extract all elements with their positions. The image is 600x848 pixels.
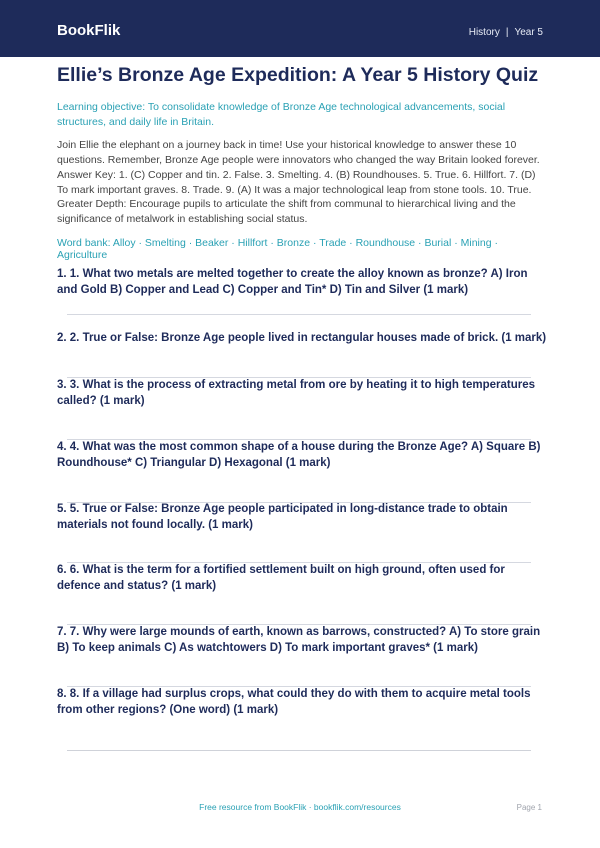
question-7: 7. 7. Why were large mounds of earth, known as barrows, constructed? A) To store grain B) To keep animals C) As watchtowers D) To mark important graves* (1 mark) bbox=[57, 626, 541, 654]
header-bar bbox=[0, 0, 600, 57]
subject-label: History bbox=[468, 27, 500, 38]
question-3: 3. 3. What is the process of extracting metal from ore by heating it to high temperatures called? (1 mark) bbox=[57, 379, 535, 407]
brand-logo[interactable]: BookFlik bbox=[57, 22, 121, 39]
footer-link[interactable]: Free resource from BookFlik · bookflik.com/resources bbox=[199, 802, 401, 812]
intro-text: Join Ellie the elephant on a journey back in time! Use your historical knowledge to answer these 10 questions. Remember, Bronze Age people were innovators who changed the way Britain looked forever. bbox=[57, 139, 540, 166]
subject-breadcrumb bbox=[469, 27, 543, 38]
page-title: Ellie’s Bronze Age Expedition: A Year 5 History Quiz bbox=[57, 64, 539, 86]
page-number: Page 1 bbox=[516, 803, 542, 812]
question-1: 1. 1. What two metals are melted together to create the alloy known as bronze? A) Iron and Gold B) Copper and Lead C) Copper and Tin* D) Tin and Silver (1 mark) bbox=[57, 268, 528, 296]
word-bank: Word bank: Alloy · Smelting · Beaker · Hillfort · Bronze · Trade · Roundhouse · Burial · Mining · Agriculture bbox=[57, 237, 498, 261]
question-6: 6. 6. What is the term for a fortified settlement built on high ground, often used for defence and status? (1 mark) bbox=[57, 564, 505, 592]
year-label: Year 5 bbox=[514, 27, 543, 38]
answer-line-1 bbox=[67, 314, 531, 315]
answer-key: Answer Key: 1. (C) Copper and tin. 2. False. 3. Smelting. 4. (B) Roundhouses. 5. True. 6. Hillfort. 7. (D) To mark important graves. 8. Trade. 9. (A) It was a major technological leap from stone tools. 10. True. Greater Depth: Encourage pupils to articulate the shift from communal to hierarchical living and the significance of metalwork in establishing social status. bbox=[57, 169, 536, 225]
question-5: 5. 5. True or False: Bronze Age people participated in long-distance trade to obtain materials not found locally. (1 mark) bbox=[57, 503, 508, 531]
question-4: 4. 4. What was the most common shape of a house during the Bronze Age? A) Square B) Roundhouse* C) Triangular D) Hexagonal (1 mark) bbox=[57, 441, 541, 469]
learning-objective: Learning objective: To consolidate knowledge of Bronze Age technological advancements, social structures, and daily life in Britain. bbox=[57, 101, 506, 128]
breadcrumb-separator: | bbox=[505, 27, 509, 38]
question-2: 2. 2. True or False: Bronze Age people lived in rectangular houses made of brick. (1 mark) bbox=[57, 332, 547, 344]
footer-divider bbox=[67, 750, 531, 751]
question-8: 8. 8. If a village had surplus crops, what could they do with them to acquire metal tools from other regions? (One word) (1 mark) bbox=[57, 688, 531, 716]
